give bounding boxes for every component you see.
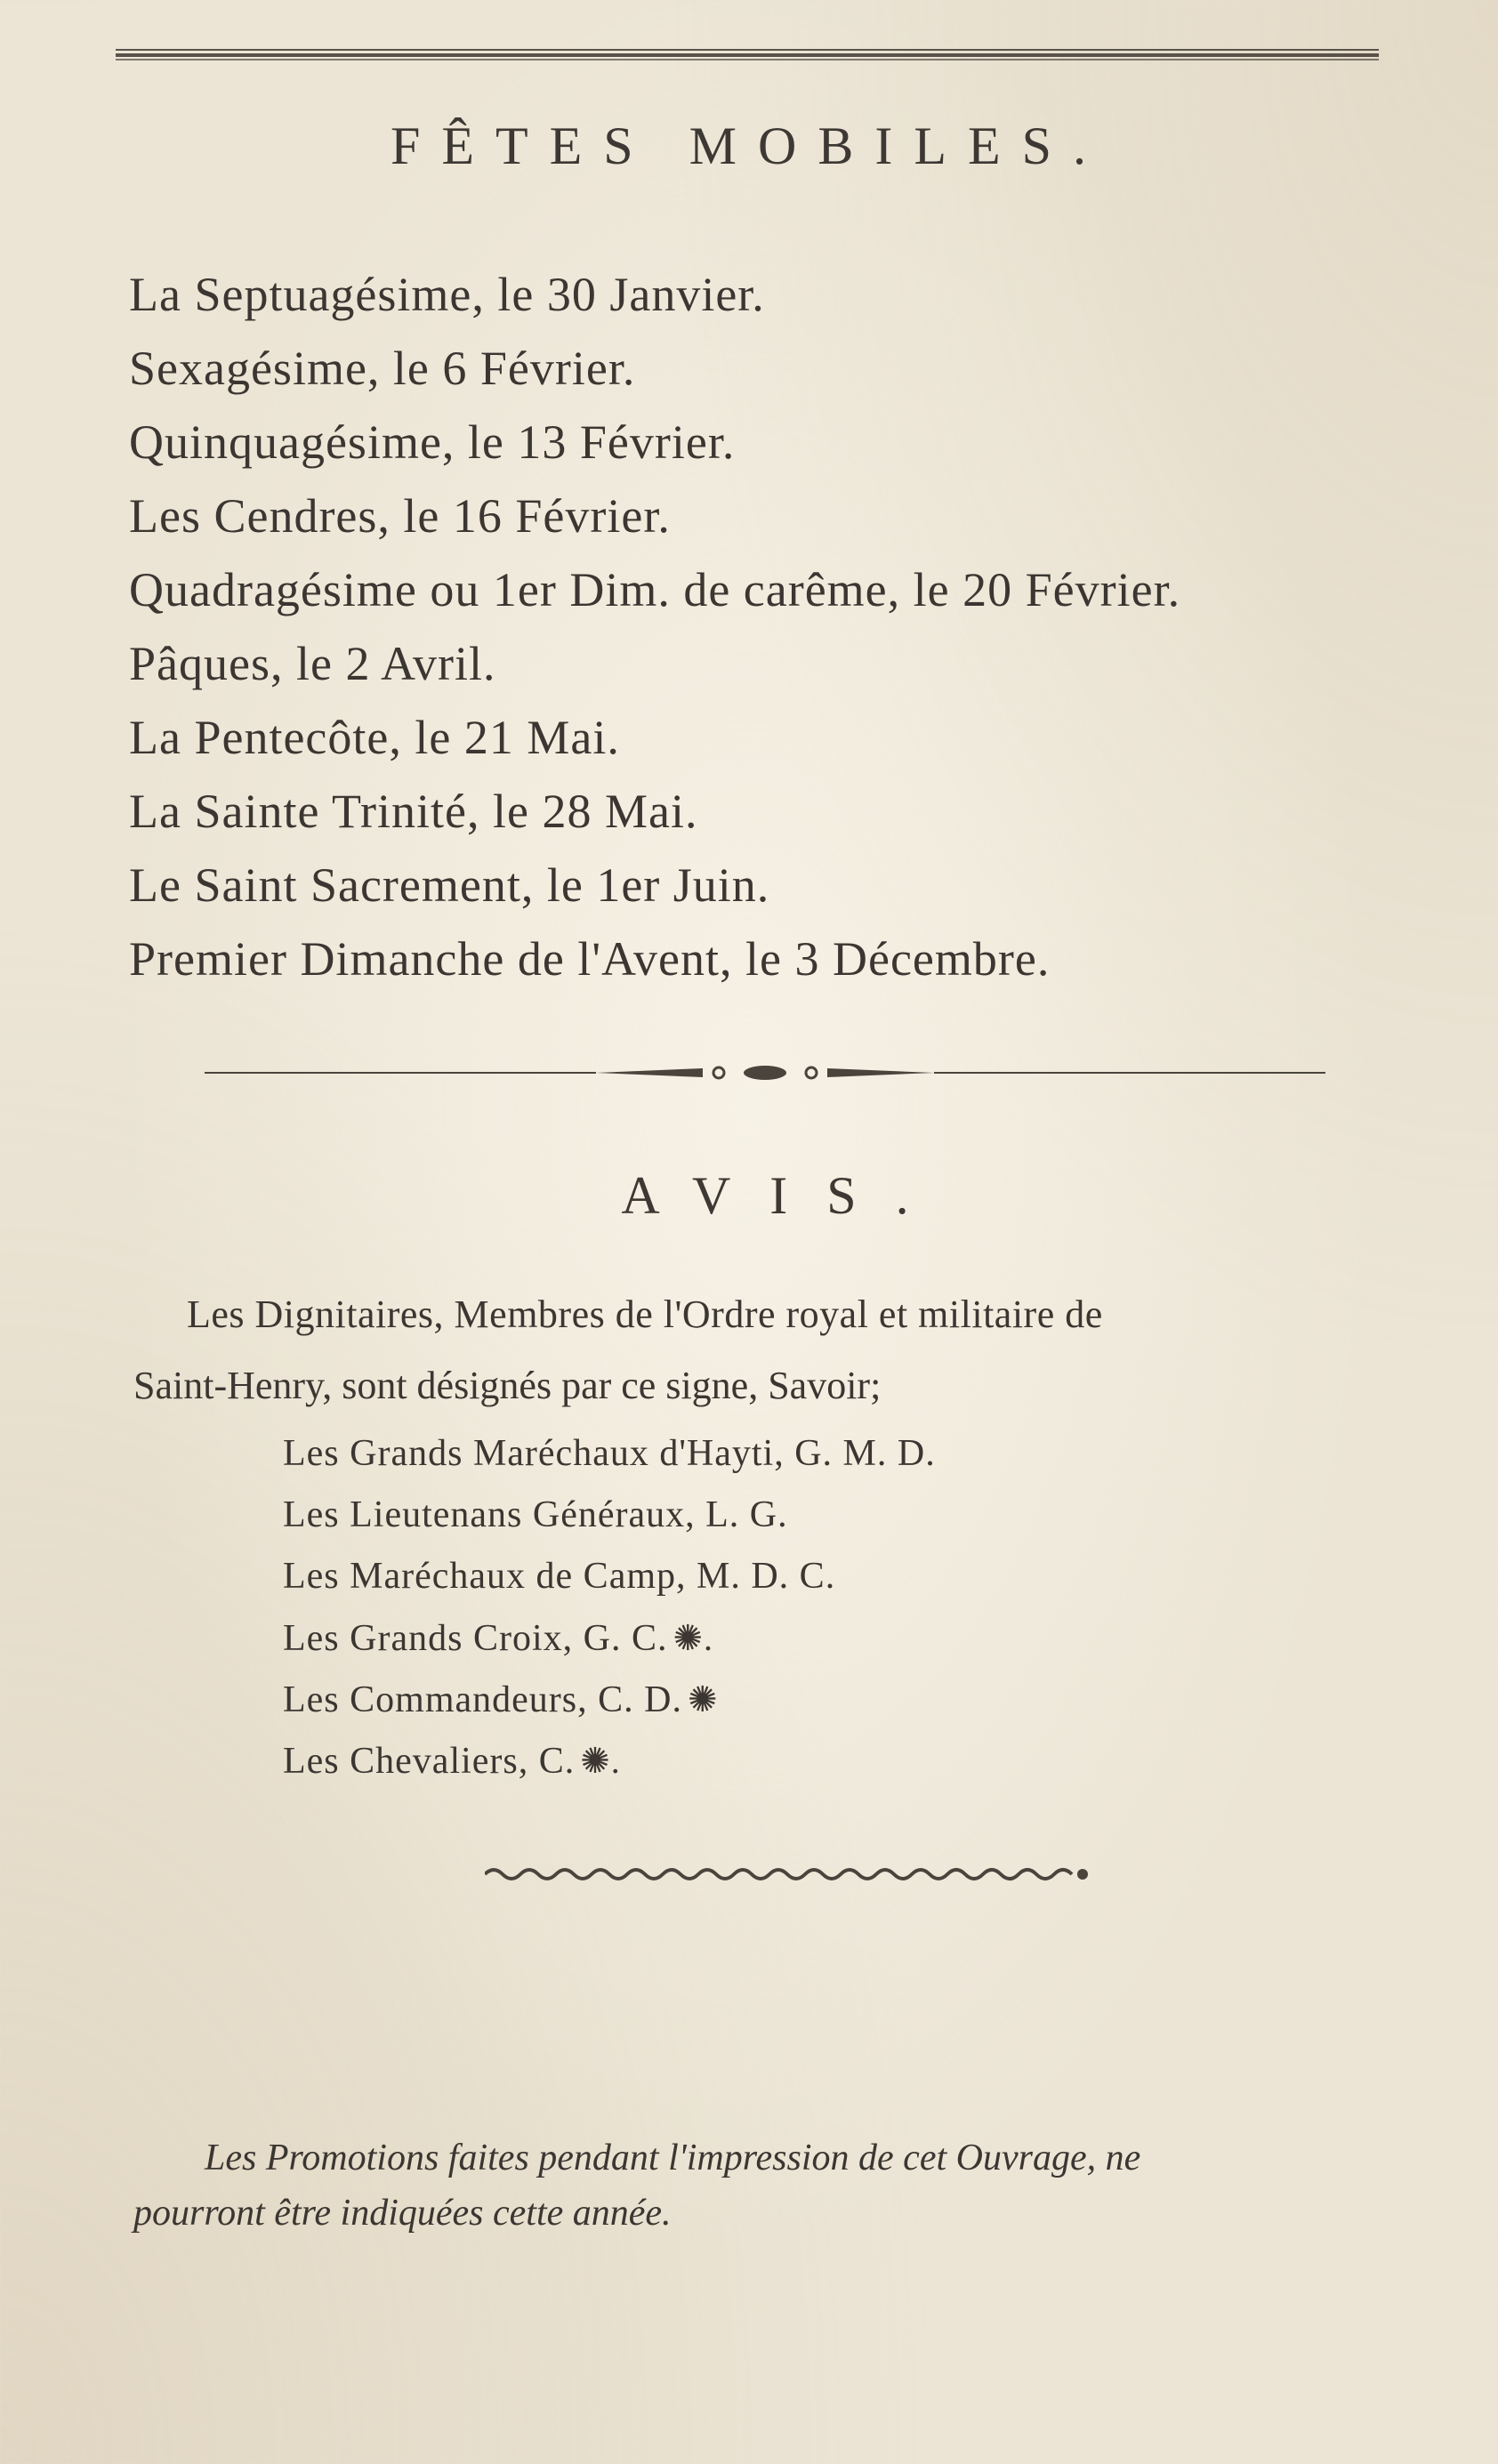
feast-item: Quadragésime ou 1er Dim. de carême, le 20 Février.: [129, 563, 1181, 616]
note-line: Les Promotions faites pendant l'impression de cet Ouvrage, ne: [205, 2138, 1141, 2178]
grade-label: Les Lieutenans Généraux, L. G.: [283, 1494, 788, 1535]
top-double-rule: [116, 44, 1379, 62]
avis-intro-line: Saint-Henry, sont désignés par ce signe, Savoir;: [133, 1364, 882, 1407]
avis-title: AVIS.: [621, 1166, 948, 1225]
grade-label: Les Maréchaux de Camp, M. D. C.: [283, 1556, 836, 1597]
order-star-icon: ✺: [687, 1679, 719, 1719]
feast-item: Sexagésime, le 6 Février.: [129, 342, 636, 395]
grade-label: Les Grands Croix, G. C.: [283, 1618, 668, 1659]
note-line: pourront être indiquées cette année.: [133, 2193, 672, 2234]
wave-divider: [485, 1861, 1090, 1888]
feast-item: Les Cendres, le 16 Février.: [129, 489, 671, 543]
grade-item: [283, 1485, 941, 1546]
grade-item: [283, 1423, 941, 1485]
grade-label: Les Commandeurs, C. D.: [283, 1679, 682, 1720]
fetes-mobiles-title: FÊTES MOBILES.: [390, 117, 1108, 175]
grade-label: Les Chevaliers, C.: [283, 1741, 576, 1782]
feast-item: La Pentecôte, le 21 Mai.: [129, 711, 620, 764]
grade-item: [283, 1607, 941, 1669]
feast-item: La Sainte Trinité, le 28 Mai.: [129, 785, 698, 838]
printing-note: [133, 2130, 1405, 2241]
feast-list: [129, 258, 1428, 996]
order-star-icon: ✺.: [672, 1618, 713, 1658]
feast-item: Pâques, le 2 Avril.: [129, 637, 496, 690]
feast-item: Quinquagésime, le 13 Février.: [129, 415, 736, 469]
grade-item: [283, 1669, 941, 1730]
ornament-divider: [205, 1059, 1325, 1087]
grade-item: [283, 1546, 941, 1607]
grade-list: [283, 1423, 941, 1792]
feast-item: Premier Dimanche de l'Avent, le 3 Décembre.: [129, 932, 1051, 986]
grade-label: Les Grands Maréchaux d'Hayti, G. M. D.: [283, 1433, 936, 1474]
avis-intro-line: Les Dignitaires, Membres de l'Ordre royal et militaire de: [187, 1292, 1103, 1336]
grade-item: [283, 1730, 941, 1792]
feast-item: Le Saint Sacrement, le 1er Juin.: [129, 858, 770, 912]
order-star-icon: ✺.: [580, 1741, 621, 1781]
avis-intro: [133, 1279, 1405, 1421]
feast-item: La Septuagésime, le 30 Janvier.: [129, 268, 765, 321]
